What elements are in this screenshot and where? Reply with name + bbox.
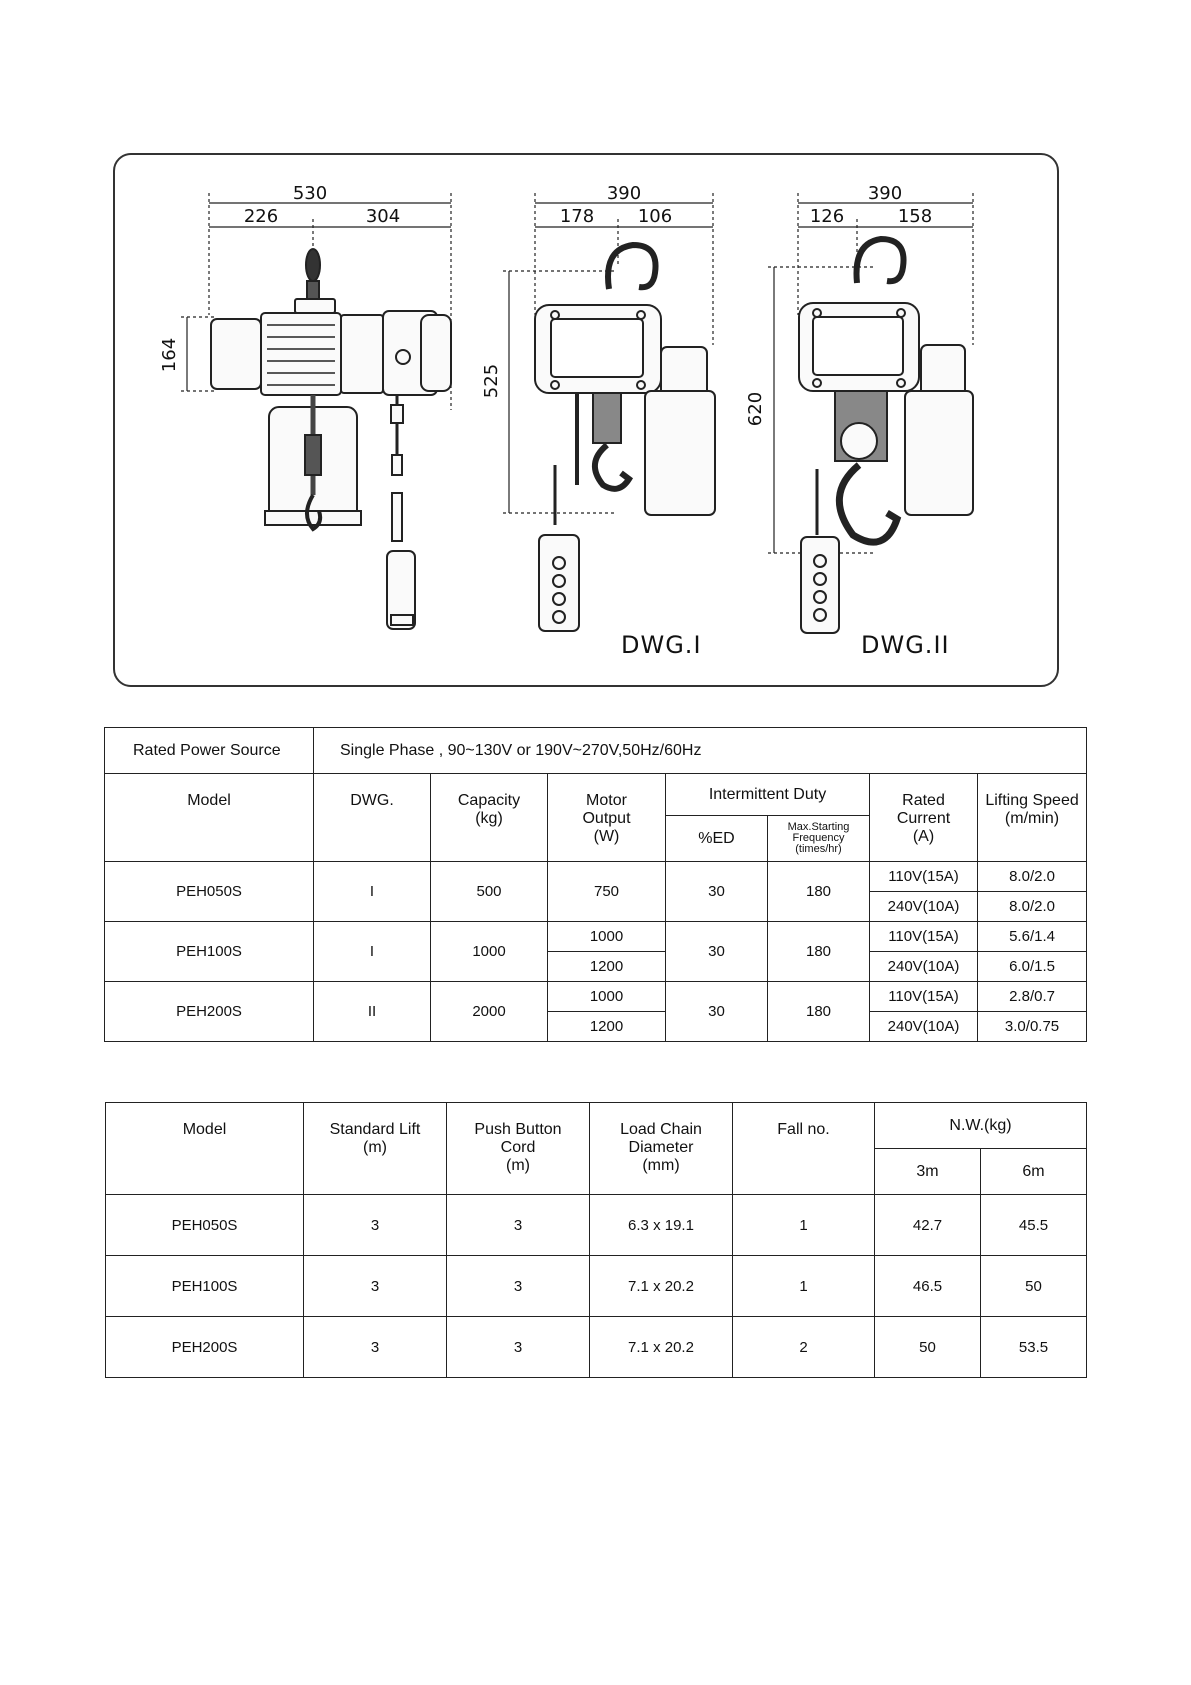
- t2-header-nw: N.W.(kg): [875, 1103, 1087, 1149]
- header-capacity: Capacity (kg): [431, 774, 548, 862]
- dwg2-dim-left: 126: [809, 206, 845, 227]
- row1-current-240: 240V(10A): [870, 892, 978, 922]
- row2-speed-110: 5.6/1.4: [978, 922, 1087, 952]
- t2-row3-model: PEH200S: [106, 1317, 304, 1378]
- dwg1-hoist: [535, 245, 715, 631]
- row3-current-240: 240V(10A): [870, 1012, 978, 1042]
- rated-power-source-value: Single Phase , 90~130V or 190V~270V,50Hz/60Hz: [314, 728, 1087, 774]
- t2-header-model: Model: [106, 1103, 304, 1195]
- hoist-drawing-panel: [113, 153, 1059, 687]
- header-intermittent-duty: Intermittent Duty: [666, 774, 870, 816]
- header-motor-output: Motor Output (W): [548, 774, 666, 862]
- row2-freq: 180: [768, 922, 870, 982]
- dwg2-dim-total: 390: [867, 183, 903, 204]
- header-max-starting-frequency: Max.Starting Frequency (times/hr): [768, 816, 870, 862]
- t2-row1-fall: 1: [733, 1195, 875, 1256]
- row3-speed-110: 2.8/0.7: [978, 982, 1087, 1012]
- row1-model: PEH050S: [105, 862, 314, 922]
- row2-motor-240: 1200: [548, 952, 666, 982]
- row1-motor: 750: [548, 862, 666, 922]
- t2-row2-model: PEH100S: [106, 1256, 304, 1317]
- t2-header-standard-lift: Standard Lift (m): [304, 1103, 447, 1195]
- row3-freq: 180: [768, 982, 870, 1042]
- t2-header-load-chain: Load Chain Diameter (mm): [590, 1103, 733, 1195]
- dwg2-hoist: [799, 239, 973, 633]
- t2-row3-cord: 3: [447, 1317, 590, 1378]
- electrical-spec-table: [104, 727, 1087, 1042]
- t2-row2-lift: 3: [304, 1256, 447, 1317]
- t2-row3-nw3: 50: [875, 1317, 981, 1378]
- dwg2-dim-height: 620: [745, 391, 766, 427]
- row3-motor-240: 1200: [548, 1012, 666, 1042]
- t2-row2-fall: 1: [733, 1256, 875, 1317]
- mechanical-spec-table: [105, 1102, 1087, 1378]
- row3-model: PEH200S: [105, 982, 314, 1042]
- dwg2-dim-right: 158: [897, 206, 933, 227]
- t2-row2-cord: 3: [447, 1256, 590, 1317]
- row1-speed-110: 8.0/2.0: [978, 862, 1087, 892]
- dwg1-dim-total: 390: [606, 183, 642, 204]
- t2-row3-lift: 3: [304, 1317, 447, 1378]
- row3-capacity: 2000: [431, 982, 548, 1042]
- side-view-hoist: [211, 249, 451, 629]
- row2-capacity: 1000: [431, 922, 548, 982]
- t2-row3-nw6: 53.5: [981, 1317, 1087, 1378]
- t2-row2-nw6: 50: [981, 1256, 1087, 1317]
- row3-current-110: 110V(15A): [870, 982, 978, 1012]
- t2-row1-nw3: 42.7: [875, 1195, 981, 1256]
- t2-row1-lift: 3: [304, 1195, 447, 1256]
- t2-header-push-button-cord: Push Button Cord (m): [447, 1103, 590, 1195]
- rated-power-source-label: Rated Power Source: [105, 728, 314, 774]
- header-ed: %ED: [666, 816, 768, 862]
- row3-motor-110: 1000: [548, 982, 666, 1012]
- row3-dwg: II: [314, 982, 431, 1042]
- t2-row1-cord: 3: [447, 1195, 590, 1256]
- t2-header-fall-no: Fall no.: [733, 1103, 875, 1195]
- row1-freq: 180: [768, 862, 870, 922]
- side-dim-total: 530: [292, 183, 328, 204]
- header-model: Model: [105, 774, 314, 862]
- header-lifting-speed: Lifting Speed (m/min): [978, 774, 1087, 862]
- dwg1-dim-height: 525: [481, 363, 502, 399]
- dwg1-dim-right: 106: [637, 206, 673, 227]
- row2-current-240: 240V(10A): [870, 952, 978, 982]
- row1-speed-240: 8.0/2.0: [978, 892, 1087, 922]
- t2-row1-model: PEH050S: [106, 1195, 304, 1256]
- side-dim-right: 304: [365, 206, 401, 227]
- t2-row3-fall: 2: [733, 1317, 875, 1378]
- row2-dwg: I: [314, 922, 431, 982]
- row3-speed-240: 3.0/0.75: [978, 1012, 1087, 1042]
- t2-row3-chain: 7.1 x 20.2: [590, 1317, 733, 1378]
- hoist-drawings: [115, 155, 1057, 685]
- dwg2-label: DWG.II: [861, 631, 950, 659]
- row3-ed: 30: [666, 982, 768, 1042]
- header-rated-current: Rated Current (A): [870, 774, 978, 862]
- dwg1-label: DWG.I: [621, 631, 702, 659]
- row2-motor-110: 1000: [548, 922, 666, 952]
- row2-current-110: 110V(15A): [870, 922, 978, 952]
- row2-model: PEH100S: [105, 922, 314, 982]
- row2-ed: 30: [666, 922, 768, 982]
- row1-dwg: I: [314, 862, 431, 922]
- side-dim-height: 164: [159, 337, 180, 373]
- side-dim-left: 226: [243, 206, 279, 227]
- t2-row2-nw3: 46.5: [875, 1256, 981, 1317]
- t2-row2-chain: 7.1 x 20.2: [590, 1256, 733, 1317]
- dwg1-dim-left: 178: [559, 206, 595, 227]
- t2-row1-chain: 6.3 x 19.1: [590, 1195, 733, 1256]
- row1-current-110: 110V(15A): [870, 862, 978, 892]
- row1-ed: 30: [666, 862, 768, 922]
- row2-speed-240: 6.0/1.5: [978, 952, 1087, 982]
- t2-header-nw-3m: 3m: [875, 1149, 981, 1195]
- row1-capacity: 500: [431, 862, 548, 922]
- t2-row1-nw6: 45.5: [981, 1195, 1087, 1256]
- t2-header-nw-6m: 6m: [981, 1149, 1087, 1195]
- header-dwg: DWG.: [314, 774, 431, 862]
